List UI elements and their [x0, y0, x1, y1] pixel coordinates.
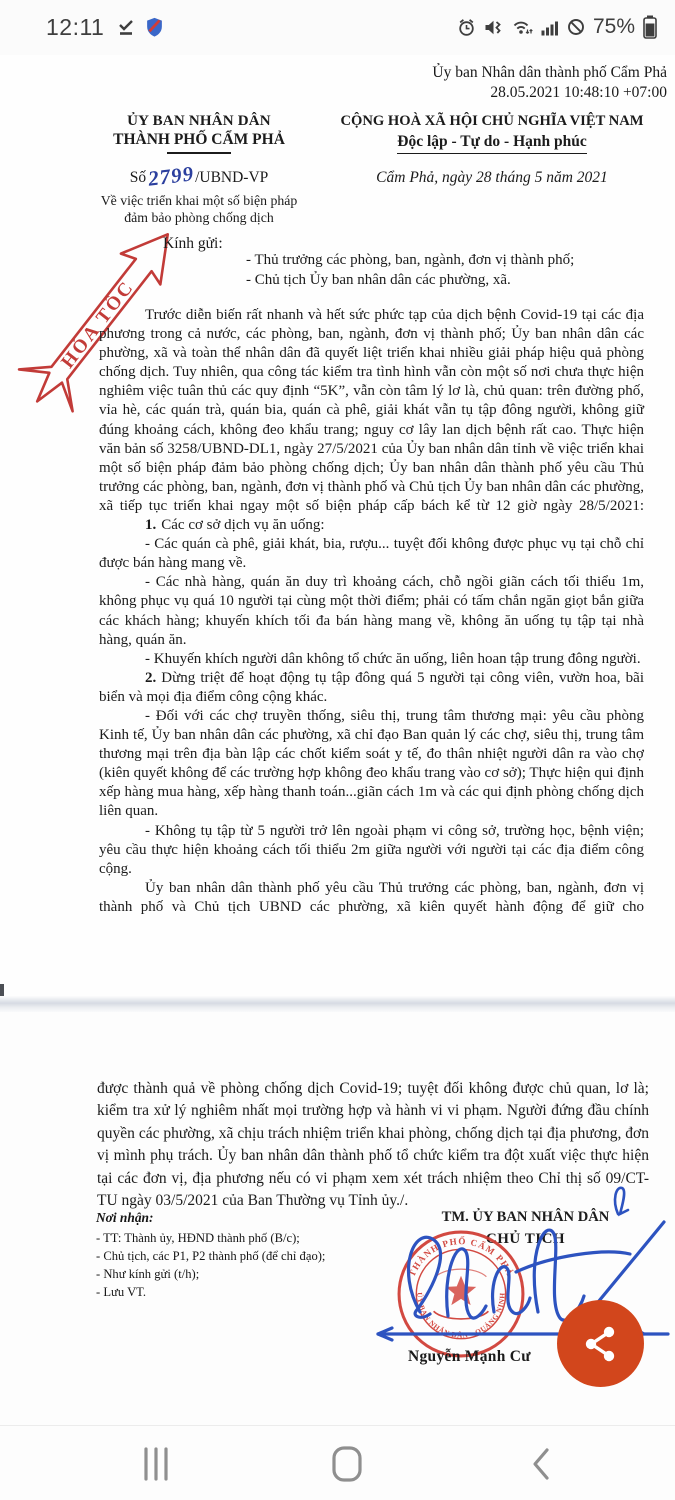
noi-nhan-line: - Chủ tịch, các P1, P2 thành phố (để chỉ đạo);: [96, 1249, 326, 1263]
share-icon: [580, 1323, 622, 1365]
agency-name-line2: THÀNH PHỐ CẨM PHẢ: [113, 131, 285, 148]
recents-button[interactable]: [101, 1426, 211, 1500]
national-title: CỘNG HOÀ XÃ HỘI CHỦ NGHĨA VIỆT NAM: [340, 113, 644, 129]
document-number-line: [83, 161, 315, 191]
bullet-markets: - Đối với các chợ truyền thống, siêu thị, trung tâm thương mại: yêu cầu phòng Kinh tế, Ủy ban nhân dân các phường, xã chỉ đạo Ban quản lý các chợ, siêu thị, trung tâm thương mại trên địa bàn lập các chốt kiểm soát y tế, đo thân nhiệt người dân ra vào chợ (kiên quyết không để các trường hợp không đeo khẩu trang vào cơ sở); Thực hiện qui định xếp hàng mua hàng, xếp hàng thanh toán...giãn cách 1m và các qui định phòng chống dịch liên quan.: [99, 707, 644, 820]
download-check-icon: [116, 19, 136, 36]
salutation: Kính gửi:: [163, 235, 223, 252]
home-icon: [331, 1445, 363, 1483]
battery-percentage: 75%: [592, 15, 635, 38]
scanned-document-page-1: [0, 55, 675, 998]
recipients-footer-block: [96, 1209, 325, 1301]
agency-underline: [167, 152, 231, 154]
seal-arc-bottom: ỦY BAN NHÂN DÂN • QUẢNG NINH: [415, 1292, 507, 1340]
noi-nhan-line: - Như kính gửi (t/h);: [96, 1267, 200, 1281]
handwritten-document-number: 2799: [146, 161, 196, 191]
back-button[interactable]: [486, 1426, 596, 1500]
signer-name: Nguyễn Mạnh Cư: [408, 1348, 531, 1365]
recents-icon: [143, 1447, 169, 1481]
scan-meta-datetime: 28.05.2021 10:48:10 +07:00: [490, 84, 667, 101]
so-suffix: /UBND-VP: [195, 169, 269, 186]
noi-nhan-line: - TT: Thành ủy, HĐND thành phố (B/c);: [96, 1231, 300, 1245]
antivirus-shield-icon: [146, 17, 163, 37]
paragraph-intro: Trước diễn biến rất nhanh và hết sức phức tạp của dịch bệnh Covid-19 tại các địa phương trong cả nước, các phòng, ban, ngành, đơn vị thành phố; Ủy ban nhân dân các phường, xã và toàn thể nhân dân đã quyết liệt triển khai nhiều giải pháp hiệu quả phòng chống dịch. Tuy nhiên, qua công tác kiểm tra tình hình vẫn còn một số nơi chưa thực hiện nghiêm việc tuân thủ các quy định “5K”, vẫn còn tâm lý lơ là, chủ quan: trên đường phố, vỉa hè, các quán trà, quán bia, quán cà phê, giải khát vẫn tụ tập đông người, không giữ đúng khoảng cách, không đeo khẩu trang; nguy cơ lây lan dịch bệnh rất cao. Thực hiện văn bản số 3258/UBND-DL1, ngày 27/5/2021 của Ủy ban nhân dân tỉnh về việc triển khai một số biện pháp đảm bảo phòng chống dịch; Ủy ban nhân dân thành phố yêu cầu Thủ trưởng các phòng, ban, ngành, đơn vị thành phố và Chủ tịch Ủy ban nhân dân các phường, xã tiếp tục triển khai ngay một số biện pháp cấp bách kể từ 12 giờ ngày 28/5/2021:: [99, 307, 644, 514]
bullet-cafes: - Các quán cà phê, giải khát, bia, rượu... tuyệt đối không được phục vụ tại chỗ chỉ được bán hàng mang về.: [99, 536, 644, 572]
document-body-page2: được thành quả về phòng chống dịch Covid-19; tuyệt đối không được chủ quan, lơ là; kiểm tra xử lý nghiêm nhất mọi trường hợp và hành vi vi phạm. Người đứng đầu chính quyền các phường, xã chịu trách nhiệm triển khai phòng, chống dịch tại địa phương, đơn vị mình phụ trách. Ủy ban nhân dân thành phố tổ chức kiểm tra đột xuất việc thực hiện tại các đơn vị, địa phương nếu có vi phạm xem xét trách nhiệm theo Chỉ thị số 09/CT-TU ngày 03/5/2021 của Ban Thường vụ Tỉnh ủy./.: [97, 1080, 649, 1210]
page-separator: [0, 996, 675, 1012]
issuing-agency-block: [83, 113, 315, 226]
bullet-restaurants: - Các nhà hàng, quán ăn duy trì khoảng cách, chỗ ngồi giãn cách tối thiểu 1m, không phục vụ quá 10 người tại cùng một thời điểm; phải có tấm chắn ngăn giọt bắn giữa các khách hàng; khuyến khích tối đa bán hàng mang về, không ăn uống tụ tập tại nhà hàng, quán ăn.: [99, 574, 644, 648]
bullet-distance: - Không tụ tập từ 5 người trở lên ngoài phạm vi công sở, trường học, bệnh viện; yêu cầu thực hiện khoảng cách tối thiểu 2m giữa người với người tại các địa điểm công cộng.: [99, 822, 644, 877]
so-prefix: Số: [129, 169, 147, 186]
status-bar: [0, 0, 675, 55]
national-motto: Độc lập - Tự do - Hạnh phúc: [397, 133, 586, 154]
bullet-gatherings: - Khuyến khích người dân không tổ chức ăn uống, liên hoan tập trung đông người.: [145, 650, 641, 667]
share-button[interactable]: [557, 1300, 644, 1387]
recipient-line: - Chủ tịch Ủy ban nhân dân các phường, xã.: [246, 271, 511, 288]
title-line: CHỦ TỊCH: [485, 1231, 566, 1247]
clock-time: 12:11: [46, 14, 105, 40]
tm-line: TM. ỦY BAN NHÂN DÂN: [441, 1209, 610, 1225]
digital-signature-stamp: [432, 63, 667, 103]
signal-icon: [541, 19, 559, 36]
scan-meta-org: Ủy ban Nhân dân thành phố Cẩm Phả: [432, 64, 667, 81]
national-motto-block: [322, 113, 662, 187]
stamp-text: HỎA TỐC: [57, 276, 139, 373]
mute-vibrate-icon: [484, 19, 504, 36]
alarm-icon: [457, 18, 476, 37]
wifi-icon: [512, 19, 533, 36]
document-subject: Về việc triển khai một số biện pháp đảm bảo phòng chống dịch: [100, 193, 298, 225]
battery-icon: [643, 15, 657, 39]
noi-nhan-line: - Lưu VT.: [96, 1285, 147, 1299]
navigation-bar: [0, 1425, 675, 1500]
paragraph-closing-p1: Ủy ban nhân dân thành phố yêu cầu Thủ trưởng các phòng, ban, ngành, đơn vị thành phố và Chủ tịch UBND các phường, xã kiên quyết hành động để giữ cho: [99, 879, 644, 915]
document-body-page1: [99, 306, 644, 917]
back-icon: [530, 1447, 552, 1481]
recipients-list: [246, 251, 574, 290]
item-2: 2. Dừng triệt để hoạt động tụ tập đông quá 5 người tại công viên, vườn hoa, bãi biển và mọi địa điểm công cộng khác.: [99, 669, 644, 705]
home-button[interactable]: [292, 1426, 402, 1500]
agency-name-line1: ỦY BAN NHÂN DÂN: [127, 113, 271, 129]
seal-arc-top: THÀNH PHỐ CẨM PHẢ: [406, 1236, 516, 1279]
place-dateline: Cẩm Phả, ngày 28 tháng 5 năm 2021: [376, 169, 608, 186]
noi-nhan-title: Nơi nhận:: [96, 1210, 154, 1225]
do-not-disturb-icon: [567, 18, 585, 36]
recipient-line: - Thủ trưởng các phòng, ban, ngành, đơn vị thành phố;: [246, 252, 575, 268]
item-1: 1. Các cơ sở dịch vụ ăn uống:: [145, 517, 325, 534]
